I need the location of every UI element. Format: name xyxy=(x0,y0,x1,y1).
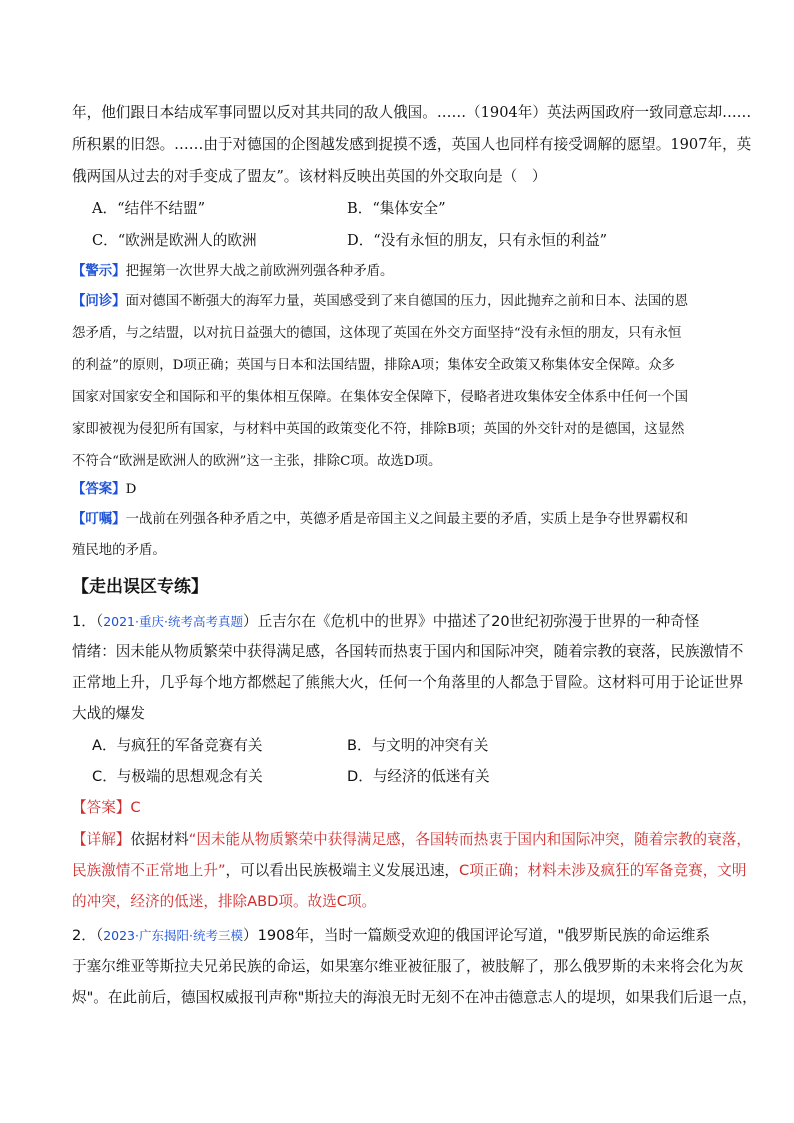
detail-quote: “因未能从物质繁荣中获得满足感，各国转而热衷于国内和国际冲突，随着宗教的衰落， xyxy=(188,831,751,848)
warning-tag: 【警示】 xyxy=(72,264,126,279)
answer-value: D xyxy=(125,482,137,497)
question-number: 1．（ xyxy=(72,613,104,630)
detail-line xyxy=(72,830,751,850)
diagnosis-line: 的利益”的原则，D项正确；英国与日本和法国结盟，排除A项；集体安全政策又称集体安全保障。众多 xyxy=(72,358,676,373)
question-number: 2．（ xyxy=(72,927,104,944)
detail-quote: 民族激情不正常地上升” xyxy=(72,862,226,879)
source-close: ） xyxy=(242,613,258,630)
question-source: 2023·广东揭阳·统考三模 xyxy=(103,928,243,943)
section-heading: 【走出误区专练】 xyxy=(72,577,208,597)
detail-text-red: 的冲突，经济的低迷，排除ABD项。故选 xyxy=(72,893,337,910)
question-text-line: 于塞尔维亚等斯拉夫兄弟民族的命运，如果塞尔维亚被征服了，被肢解了，那么俄罗斯的未来将会化为灰 xyxy=(72,958,744,975)
option-a: A．“结伴不结盟” xyxy=(92,200,206,217)
question-text-line: 俄两国从过去的对手变成了盟友”。该材料反映出英国的外交取向是（ ） xyxy=(72,168,547,185)
warning-text: 把握第一次世界大战之前欧洲列强各种矛盾。 xyxy=(125,264,394,279)
diagnosis-line: 国家对国家安全和国际和平的集体相互保障。在集体安全保障下，侵略者进攻集体安全体系中任何一个国 xyxy=(72,390,688,405)
reminder-tag: 【叮嘱】 xyxy=(72,512,126,527)
diagnosis-text: 面对德国不断强大的海军力量，英国感受到了来自德国的压力，因此抛弃之前和日本、法国的恩 xyxy=(125,294,688,309)
question-text-line: 情绪：因未能从物质繁荣中获得满足感，各国转而热衷于国内和国际冲突，随着宗教的衰落，民族激情不 xyxy=(72,643,744,660)
reminder-line xyxy=(72,510,688,530)
detail-tag: 【详解】 xyxy=(72,831,131,848)
diagnosis-line: 不符合“欧洲是欧洲人的欧洲”这一主张，排除C项。故选D项。 xyxy=(72,454,442,469)
source-close: ） xyxy=(242,927,258,944)
answer-tag: 【答案】 xyxy=(72,799,131,816)
question-text-line: 烬"。在此前后，德国权威报刊声称"斯拉夫的海浪无时无刻不在冲击德意志人的堤坝，如果我们后退一点， xyxy=(72,989,757,1006)
reminder-line: 殖民地的矛盾。 xyxy=(72,543,166,558)
reminder-text: 一战前在列强各种矛盾之中，英德矛盾是帝国主义之间最主要的矛盾，实质上是争夺世界霸权和 xyxy=(125,512,688,527)
option-b: B．与文明的冲突有关 xyxy=(347,737,489,754)
question-text: 丘吉尔在《危机中的世界》中描述了20世纪初弥漫于世界的一种奇怪 xyxy=(257,613,700,630)
answer-tag: 【答案】 xyxy=(72,482,126,497)
diagnosis-line xyxy=(72,292,688,312)
question-text-line: 所积累的旧怨。……由于对德国的企图越发感到捉摸不透，英国人也同样有接受调解的愿望。1907年，英 xyxy=(72,136,752,153)
detail-line xyxy=(72,861,747,881)
detail-text: ，可以看出民族极端主义发展迅速， xyxy=(225,862,460,879)
question-text-line: 正常地上升，几乎每个地方都燃起了熊熊大火，任何一个角落里的人都急于冒险。这材料可用于论证世界 xyxy=(72,674,744,691)
option-c: C．“欧洲是欧洲人的欧洲 xyxy=(92,232,257,249)
detail-text-red: C项。 xyxy=(336,893,377,910)
question-1-line xyxy=(72,612,699,632)
question-2-line xyxy=(72,926,710,946)
warning-note xyxy=(72,262,393,282)
diagnosis-line: 家即被视为侵犯所有国家，与材料中英国的政策变化不符，排除B项；英国的外交针对的是德国，这显然 xyxy=(72,422,685,437)
question-text: 1908年，当时一篇颇受欢迎的俄国评论写道，"俄罗斯民族的命运维系 xyxy=(257,927,711,944)
question-text-line: 大战的爆发 xyxy=(72,705,145,722)
option-c: C．与极端的思想观念有关 xyxy=(92,768,263,785)
detail-text: 依据材料 xyxy=(130,831,189,848)
question-text-line: 年，他们跟日本结成军事同盟以反对其共同的敌人俄国。……（1904年）英法两国政府一致同意忘却…… xyxy=(72,104,752,121)
detail-text-red: C项正确；材料未涉及疯狂的军备竞赛，文明 xyxy=(459,862,747,879)
answer-value: C xyxy=(130,799,141,816)
question-source: 2021·重庆·统考高考真题 xyxy=(103,614,243,629)
option-d: D．与经济的低迷有关 xyxy=(347,768,490,785)
option-b: B．“集体安全” xyxy=(347,200,446,217)
answer-line xyxy=(72,798,141,818)
option-d: D．“没有永恒的朋友，只有永恒的利益” xyxy=(347,232,608,249)
diagnosis-tag: 【问诊】 xyxy=(72,294,126,309)
option-a: A．与疯狂的军备竞赛有关 xyxy=(92,737,263,754)
detail-line xyxy=(72,892,376,912)
diagnosis-line: 怨矛盾，与之结盟，以对抗日益强大的德国，这体现了英国在外交方面坚持“没有永恒的朋友，只有永恒 xyxy=(72,326,682,341)
answer-line xyxy=(72,480,136,500)
